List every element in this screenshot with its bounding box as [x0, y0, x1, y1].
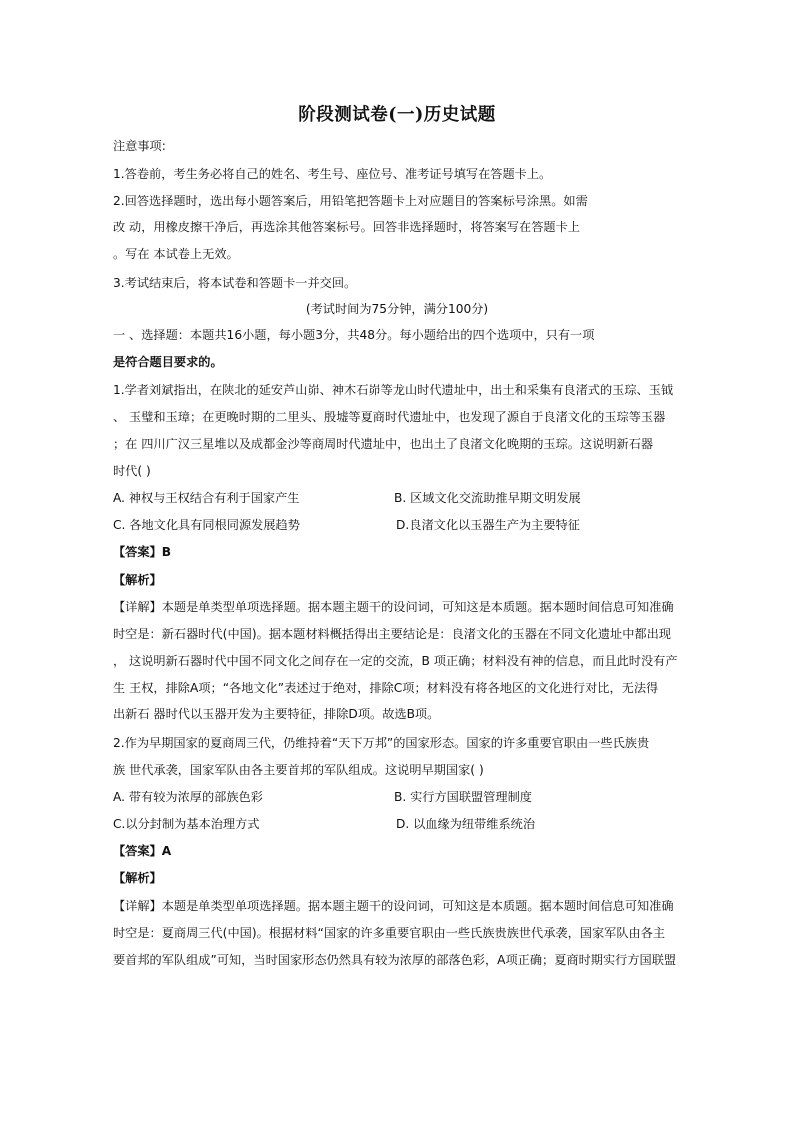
- exam-info: (考试时间为75分钟，满分100分): [305, 302, 489, 316]
- q2-option-b: B. 实行方国联盟管理制度: [394, 790, 532, 804]
- q1-stem-line: 时代( ): [113, 464, 151, 478]
- q2-detail-line: 要首邦的军队组成”可知，当时国家形态仍然具有较为浓厚的部落色彩，A项正确；夏商时期实行方国联盟: [113, 953, 677, 967]
- q1-stem-line: 1.学者刘斌指出，在陕北的延安芦山峁、神木石峁等龙山时代遗址中，出土和采集有良渚式的玉琮、玉钺: [113, 383, 674, 397]
- section-intro: 一 、选择题：本题共16小题，每小题3分，共48分。每小题给出的四个选项中，只有一项: [113, 328, 595, 342]
- note-line: 1.答卷前，考生务必将自己的姓名、考生号、座位号、准考证号填写在答题卡上。: [113, 167, 552, 181]
- q1-option-a: A. 神权与王权结合有利于国家产生: [113, 491, 300, 505]
- note-line: 。写在 本试卷上无效。: [113, 247, 239, 261]
- page-title: 阶段测试卷(一)历史试题: [298, 105, 496, 125]
- note-line: 改 动，用橡皮擦干净后，再选涂其他答案标号。回答非选择题时，将答案写在答题卡上: [113, 220, 580, 234]
- q1-detail-line: 时空是：新石器时代(中国)。据本题材料概括得出主要结论是：良渚文化的玉器在不同文化遗址中都出现: [113, 627, 671, 641]
- q2-option-c: C.以分封制为基本治理方式: [113, 817, 260, 831]
- q1-answer: 【答案】B: [113, 545, 172, 559]
- q1-stem-line: 、 玉璧和玉璋；在更晚时期的二里头、殷墟等夏商时代遗址中，也发现了源自于良渚文化的玉琮等玉器: [113, 410, 666, 424]
- q2-option-d: D. 以血缘为纽带维系统治: [396, 817, 536, 831]
- note-line: 3.考试结束后，将本试卷和答题卡一并交回。: [113, 276, 357, 290]
- q2-answer: 【答案】A: [113, 844, 172, 858]
- q2-analysis-label: 【解析】: [113, 871, 162, 885]
- section-intro-bold: 是符合题目要求的。: [113, 355, 223, 369]
- q1-detail-line: 出新石 器时代以玉器开发为主要特征，排除D项。故选B项。: [113, 707, 440, 721]
- q2-detail-line: 时空是：夏商周三代(中国)。根据材料“国家的许多重要官职由一些氏族贵族世代承袭，国家军队由各主: [113, 926, 666, 940]
- q1-stem-line: ；在 四川广汉三星堆以及成都金沙等商周时代遗址中，也出土了良渚文化晚期的玉琮。这说明新石器: [113, 437, 654, 451]
- q2-option-a: A. 带有较为浓厚的部族色彩: [113, 790, 263, 804]
- notes-heading: 注意事项:: [113, 139, 166, 153]
- q1-option-b: B. 区域文化交流助推早期文明发展: [394, 491, 581, 505]
- q2-detail-line: 【详解】本题是单类型单项选择题。据本题主题干的设问词，可知这是本质题。据本题时间信息可知准确: [113, 899, 674, 913]
- note-line: 2.回答选择题时，选出每小题答案后，用铅笔把答题卡上对应题目的答案标号涂黑。如需: [113, 194, 588, 208]
- q1-detail-line: 生 王权，排除A项；“各地文化”表述过于绝对，排除C项；材料没有将各地区的文化进行对比，无法得: [113, 681, 659, 695]
- q1-detail-line: ， 这说明新石器时代中国不同文化之间存在一定的交流，B 项正确；材料没有神的信息，而且此时没有产: [113, 654, 678, 668]
- q1-analysis-label: 【解析】: [113, 573, 162, 587]
- q2-stem-line: 2.作为早期国家的夏商周三代，仍维持着“天下万邦”的国家形态。国家的许多重要官职由一些氏族贵: [113, 736, 650, 750]
- q1-option-c: C. 各地文化具有同根同源发展趋势: [113, 518, 300, 532]
- q1-option-d: D.良渚文化以玉器生产为主要特征: [396, 518, 580, 532]
- q2-stem-line: 族 世代承袭，国家军队由各主要首邦的军队组成。这说明早期国家( ): [113, 763, 484, 777]
- q1-detail-line: 【详解】本题是单类型单项选择题。据本题主题干的设问词，可知这是本质题。据本题时间信息可知准确: [113, 600, 674, 614]
